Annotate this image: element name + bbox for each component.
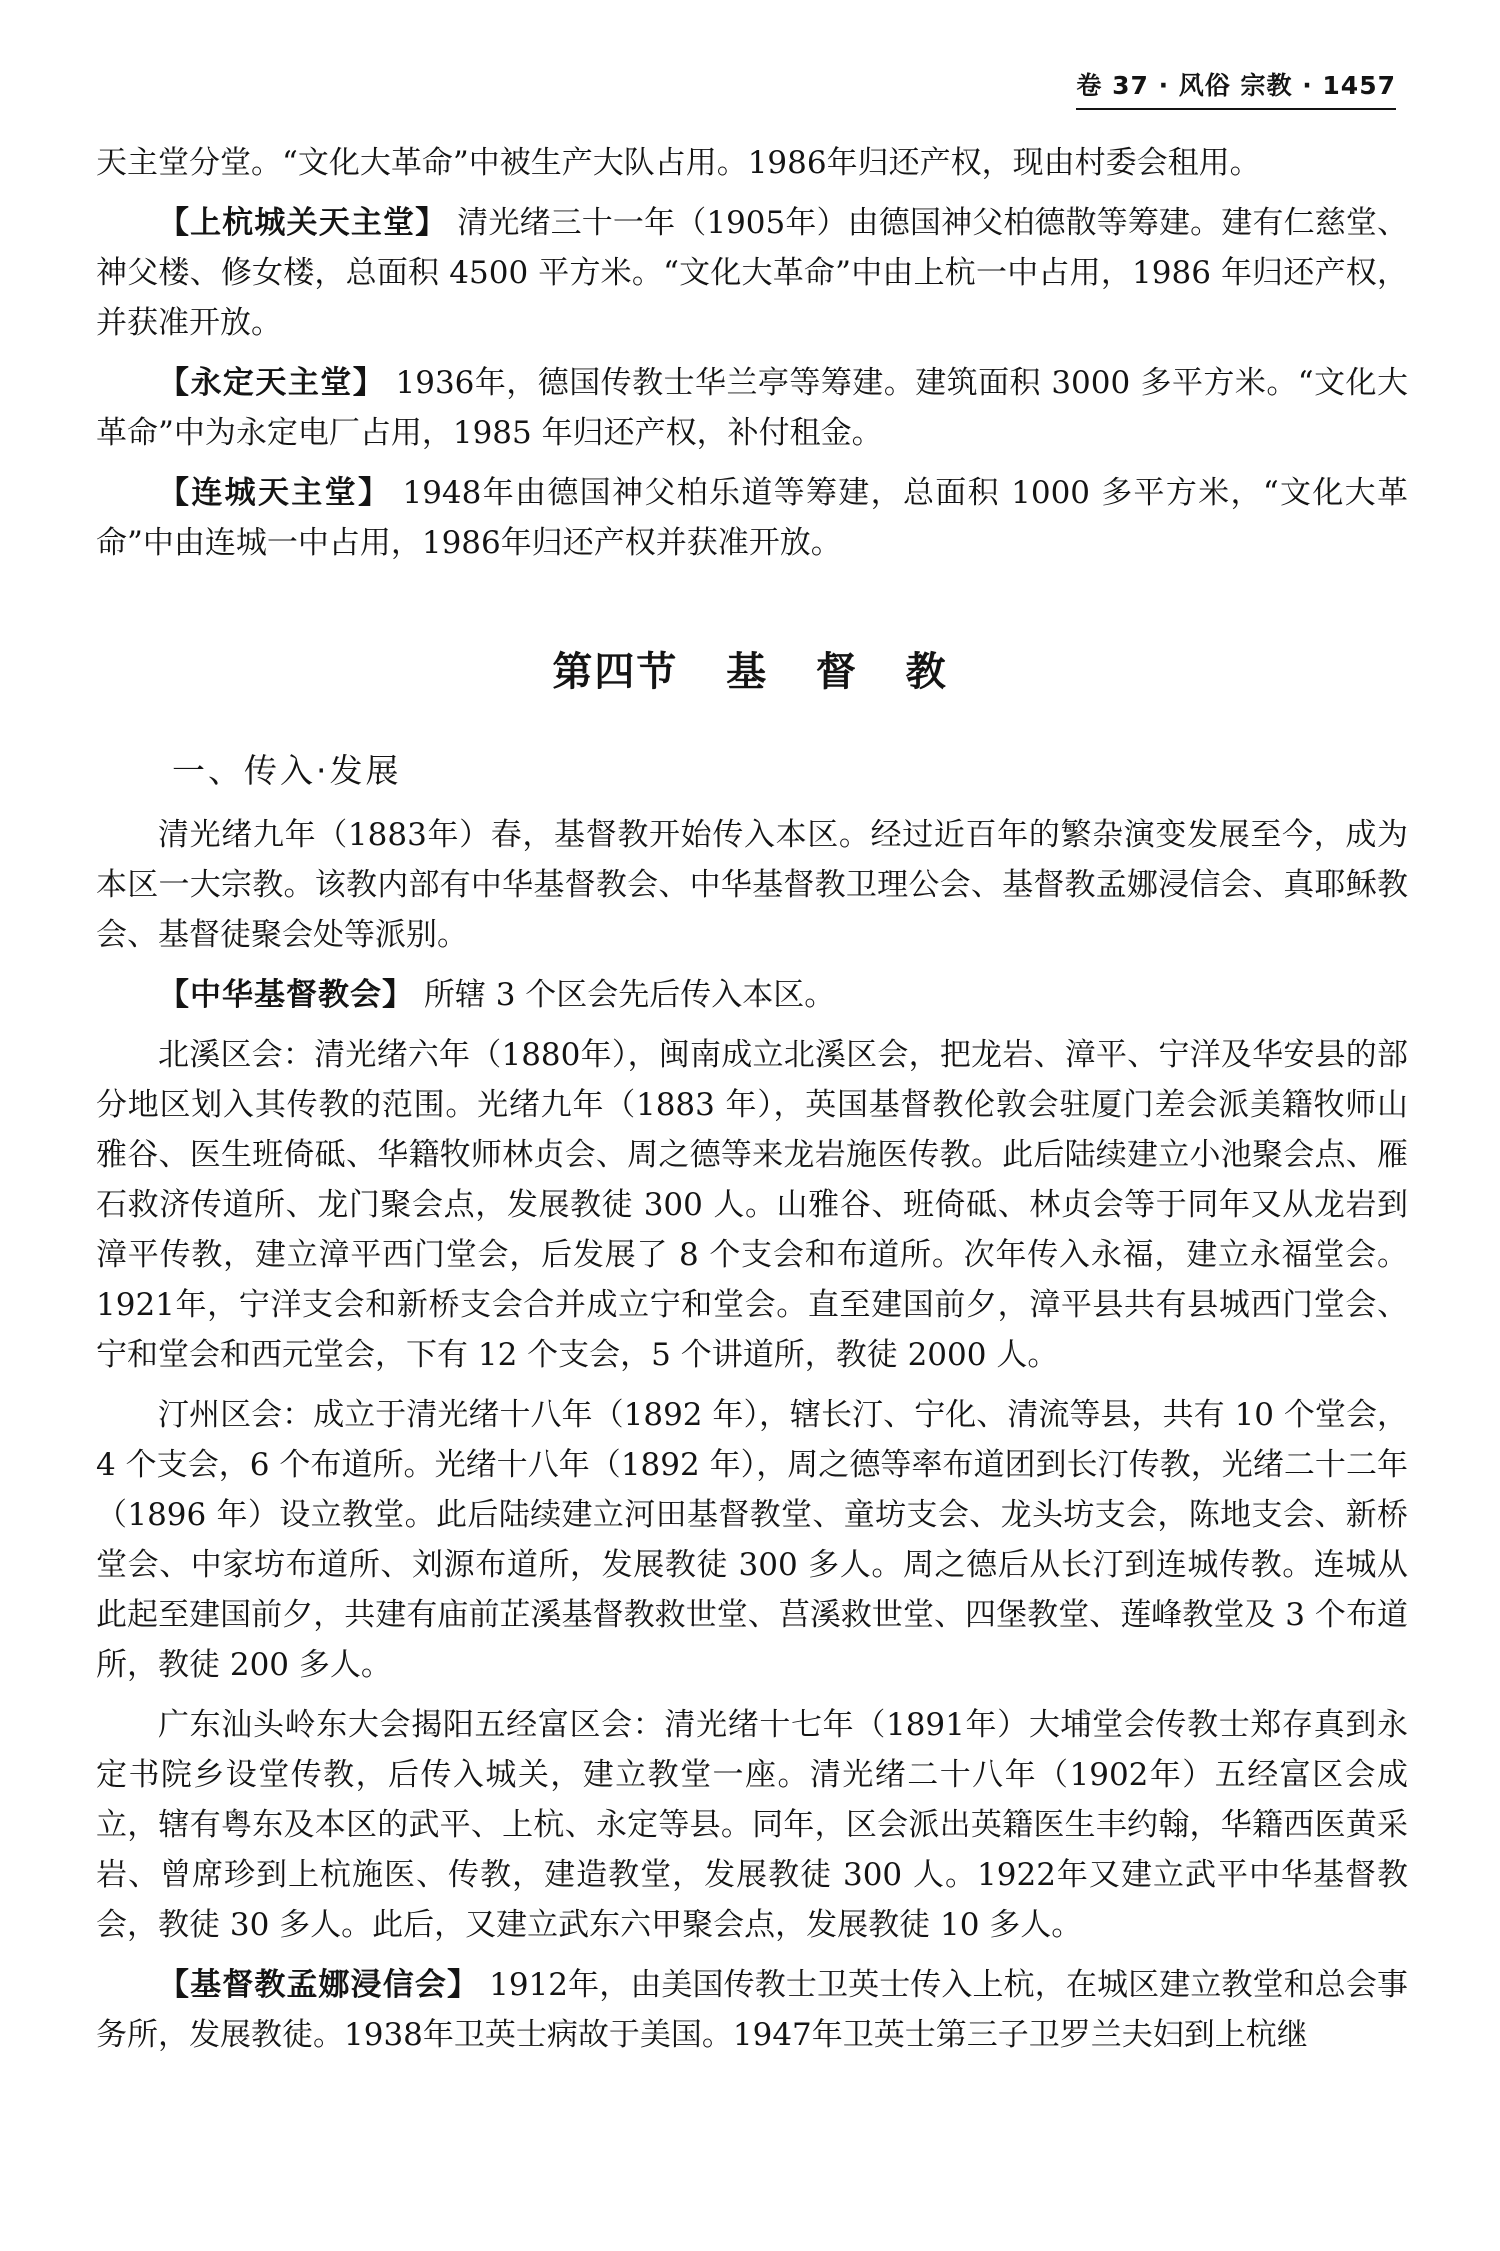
entry-text: 清光绪三十一年（1905年）由德国神父柏德散等筹建。建有仁慈堂、神父楼、修女楼，总面积 4500 平方米。“文化大革命”中由上杭一中占用，1986 年归还产权，并获准开放。 [96, 205, 1409, 341]
paragraph: 广东汕头岭东大会揭阳五经富区会：清光绪十七年（1891年）大埔堂会传教士郑存真到永定书院乡设堂传教，后传入城关，建立教堂一座。清光绪二十八年（1902年）五经富区会成立，辖有粤东及本区的武平、上杭、永定等县。同年，区会派出英籍医生丰约翰，华籍西医黄采岩、曾席珍到上杭施医、传教，建造教堂，发展教徒 300 人。1922年又建立武平中华基督教会，教徒 30 多人。此后，又建立武东六甲聚会点，发展教徒 10 多人。 [96, 1707, 1408, 1943]
paragraph [96, 970, 1408, 1020]
entry-term: 【上杭城关天主堂】 [158, 205, 448, 241]
entry-text: 所辖 3 个区会先后传入本区。 [414, 977, 836, 1013]
paragraph: 清光绪九年（1883年）春，基督教开始传入本区。经过近百年的繁杂演变发展至今，成为本区一大宗教。该教内部有中华基督教会、中华基督教卫理公会、基督教孟娜浸信会、真耶稣教会、基督徒聚会处等派别。 [96, 817, 1408, 953]
entry-text: 1936年，德国传教士华兰亭等筹建。建筑面积 3000 多平方米。“文化大革命”中为永定电厂占用，1985 年归还产权，补付租金。 [96, 365, 1408, 451]
entry-text: 1912年，由美国传教士卫英士传入上杭，在城区建立教堂和总会事务所，发展教徒。1938年卫英士病故于美国。1947年卫英士第三子卫罗兰夫妇到上杭继 [96, 1967, 1409, 2053]
section-title: 第四节 基 督 教 [552, 649, 948, 695]
paragraph [96, 1960, 1408, 2060]
paragraph [96, 198, 1408, 348]
subsection-title: 一、传入·发展 [172, 751, 402, 790]
running-header: 卷 37 · 风俗 宗教 · 1457 [1076, 66, 1396, 110]
top-text-block [96, 138, 1408, 578]
paragraph: 天主堂分堂。“文化大革命”中被生产大队占用。1986年归还产权，现由村委会租用。 [96, 145, 1261, 181]
entry-text: 1948年由德国神父柏乐道等筹建，总面积 1000 多平方米，“文化大革命”中由连城一中占用，1986年归还产权并获准开放。 [96, 475, 1408, 561]
entry-term: 【基督教孟娜浸信会】 [158, 1967, 480, 2003]
entry-term: 【中华基督教会】 [158, 977, 414, 1013]
entry-term: 【连城天主堂】 [158, 475, 392, 511]
paragraph [96, 358, 1408, 458]
entry-term: 【永定天主堂】 [158, 365, 386, 401]
paragraph: 汀州区会：成立于清光绪十八年（1892 年），辖长汀、宁化、清流等县，共有 10 个堂会，4 个支会，6 个布道所。光绪十八年（1892 年），周之德等率布道团到长汀传教，光绪二十二年（1896 年）设立教堂。此后陆续建立河田基督教堂、童坊支会、龙头坊支会，陈地支会、新桥堂会、中家坊布道所、刘源布道所，发展教徒 300 多人。周之德后从长汀到连城传教。连城从此起至建国前夕，共建有庙前芷溪基督教救世堂、莒溪救世堂、四堡教堂、莲峰教堂及 3 个布道所，教徒 200 多人。 [96, 1397, 1408, 1683]
paragraph: 北溪区会：清光绪六年（1880年），闽南成立北溪区会，把龙岩、漳平、宁洋及华安县的部分地区划入其传教的范围。光绪九年（1883 年），英国基督教伦敦会驻厦门差会派美籍牧师山雅谷、医生班倚砥、华籍牧师林贞会、周之德等来龙岩施医传教。此后陆续建立小池聚会点、雁石救济传道所、龙门聚会点，发展教徒 300 人。山雅谷、班倚砥、林贞会等于同年又从龙岩到漳平传教，建立漳平西门堂会，后发展了 8 个支会和布道所。次年传入永福，建立永福堂会。1921年，宁洋支会和新桥支会合并成立宁和堂会。直至建国前夕，漳平县共有县城西门堂会、宁和堂会和西元堂会，下有 12 个支会，5 个讲道所，教徒 2000 人。 [96, 1037, 1408, 1373]
paragraph [96, 468, 1408, 568]
main-text-block [96, 810, 1408, 2070]
